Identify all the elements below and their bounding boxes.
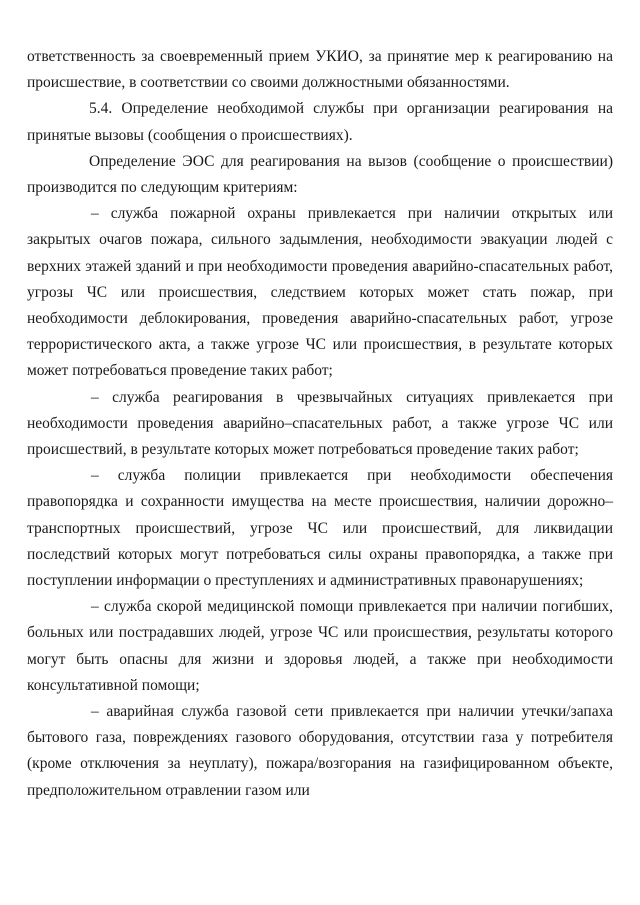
paragraph-emergency-service: – служба реагирования в чрезвычайных ситуациях привлекается при необходимости проведения аварийно–спасательных работ, а также угрозе ЧС или происшествий, в результате которых может потребоваться проведение таких работ; <box>27 388 613 459</box>
paragraph-section-5-4: 5.4. Определение необходимой службы при организации реагирования на принятые вызовы (сообщения о происшествиях). <box>27 100 613 144</box>
document-page <box>27 44 613 804</box>
paragraph-police-service: – служба полиции привлекается при необходимости обеспечения правопорядка и сохранности имущества на месте происшествия, наличии дорожно–транспортных происшествий, угрозе ЧС или происшествий, для ликвидации последствий которых могут потребоваться силы охраны правопорядка, а также при поступлении информации о преступлениях и административных правонарушениях; <box>27 467 613 590</box>
paragraph-ambulance-service: – служба скорой медицинской помощи привлекается при наличии погибших, больных или пострадавших людей, угрозе ЧС или происшествия, результаты которого могут быть опасны для жизни и здоровья людей, а также при необходимости консультативной помощи; <box>27 598 613 694</box>
paragraph-responsibility: ответственность за своевременный прием УКИО, за принятие мер к реагированию на происшествие, в соответствии со своими должностными обязанностями. <box>27 48 613 92</box>
paragraph-gas-service: – аварийная служба газовой сети привлекается при наличии утечки/запаха бытового газа, повреждениях газового оборудования, отсутствии газа у потребителя (кроме отключения за неуплату), пожара/возгорания на газифицированном объекте, предположительном отравлении газом или <box>27 703 613 799</box>
paragraph-fire-service: – служба пожарной охраны привлекается при наличии открытых или закрытых очагов пожара, сильного задымления, необходимости эвакуации людей с верхних этажей зданий и при необходимости проведения аварийно-спасательных работ, угрозы ЧС или происшествия, следствием которых может стать пожар, при необходимости деблокирования, проведения аварийно-спасательных работ, угрозе террористического акта, а также угрозе ЧС или происшествия, в результате которых может потребоваться проведение таких работ; <box>27 205 613 380</box>
paragraph-criteria-intro: Определение ЭОС для реагирования на вызов (сообщение о происшествии) производится по следующим критериям: <box>27 152 613 197</box>
